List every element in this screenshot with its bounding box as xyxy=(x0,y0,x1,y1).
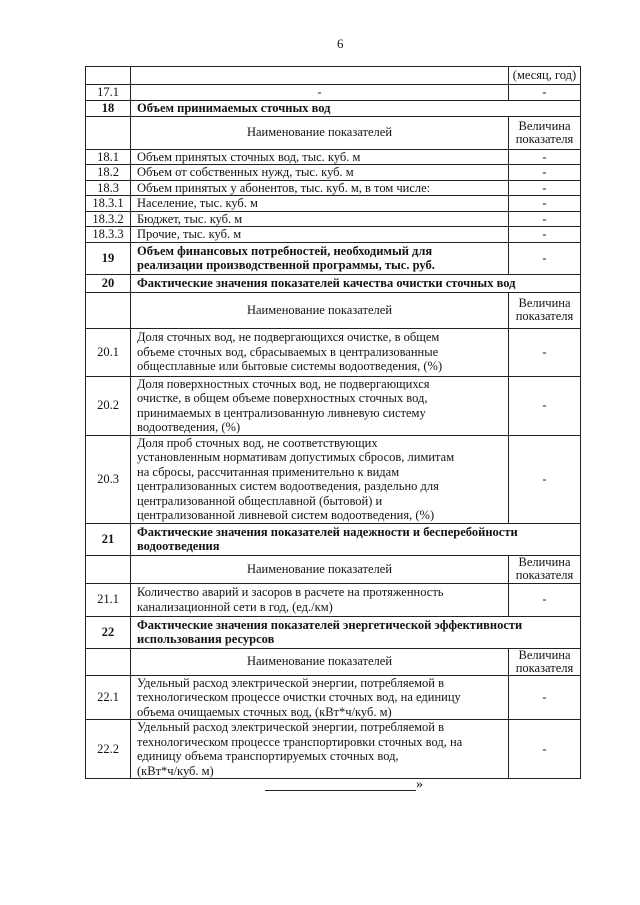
text-line: Количество аварий и засоров в расчете на протяженность xyxy=(137,585,444,599)
section-number: 22 xyxy=(86,616,131,648)
table-row xyxy=(86,211,581,227)
text-line: централизованных систем водоотведения, раздельно для xyxy=(137,479,439,493)
indicator-value: - xyxy=(509,227,581,243)
row-number: 17.1 xyxy=(86,85,131,101)
row-number: 18.3.1 xyxy=(86,196,131,212)
signature-underline xyxy=(265,790,416,791)
table-row xyxy=(86,165,581,181)
indicator-name: Население, тыс. куб. м xyxy=(131,196,509,212)
row-number xyxy=(86,292,131,328)
section-row xyxy=(86,274,581,292)
text-line: Объем финансовых потребностей, необходимый для xyxy=(137,243,433,258)
text-line: Доля проб сточных вод, не соответствующих xyxy=(137,435,378,450)
indicator-name: Бюджет, тыс. куб. м xyxy=(131,211,509,227)
indicator-name: - xyxy=(131,85,509,101)
text-line: (кВт*ч/куб. м) xyxy=(137,763,214,778)
table-row xyxy=(86,328,581,376)
table-row xyxy=(86,149,581,165)
indicator-name: Объем от собственных нужд, тыс. куб. м xyxy=(131,165,509,181)
indicator-value: - xyxy=(509,720,581,779)
text-line: водоотведения xyxy=(137,539,220,553)
indicator-value: - xyxy=(509,196,581,212)
table-row xyxy=(86,67,581,85)
column-header-name: Наименование показателей xyxy=(131,116,509,149)
indicator-value: - xyxy=(509,328,581,376)
text-line: установленным нормативам допустимых сбросов, лимитам xyxy=(137,450,455,464)
text-line: Удельный расход электрической энергии, потребляемой в xyxy=(137,675,445,690)
column-header-row xyxy=(86,292,581,328)
column-header-row xyxy=(86,116,581,149)
row-number: 20.1 xyxy=(86,328,131,376)
table-row xyxy=(86,675,581,720)
column-header-name: Наименование показателей xyxy=(131,555,509,583)
text-line: на сбросы, рассчитанная применительно к видам xyxy=(137,464,400,479)
text-line: объеме сточных вод, сбрасываемых в централизованные xyxy=(137,344,439,359)
table-row xyxy=(86,85,581,101)
indicator-name xyxy=(131,328,509,376)
column-header-name: Наименование показателей xyxy=(131,292,509,328)
section-title xyxy=(131,523,581,555)
indicator-value: - xyxy=(509,376,581,435)
row-number: 21.1 xyxy=(86,583,131,616)
indicators-table xyxy=(85,66,581,779)
section-title: Объем принимаемых сточных вод xyxy=(131,100,581,116)
text-line: Удельный расход электрической энергии, потребляемой в xyxy=(137,720,445,734)
indicator-name xyxy=(131,242,509,274)
section-number: 21 xyxy=(86,523,131,555)
text-line: канализационной сети в год, (ед./км) xyxy=(137,599,333,614)
text-line: единицу объема транспортируемых сточных вод, xyxy=(137,749,399,763)
text-line: реализации производственной программы, тыс. руб. xyxy=(137,258,435,272)
indicator-name xyxy=(131,67,509,85)
row-number: 20.3 xyxy=(86,435,131,523)
row-number xyxy=(86,648,131,675)
indicator-name: Объем принятых у абонентов, тыс. куб. м, в том числе: xyxy=(131,180,509,196)
table-row xyxy=(86,227,581,243)
column-header-value xyxy=(509,292,581,328)
row-number: 18.1 xyxy=(86,149,131,165)
closing-quote: » xyxy=(416,777,423,792)
row-number: 18.3.2 xyxy=(86,211,131,227)
column-header-row xyxy=(86,555,581,583)
column-header-value xyxy=(509,555,581,583)
row-number xyxy=(86,555,131,583)
text-line: использования ресурсов xyxy=(137,632,275,646)
indicator-value: - xyxy=(509,242,581,274)
indicator-name xyxy=(131,376,509,435)
text-line: объема очищаемых сточных вод, (кВт*ч/куб. м) xyxy=(137,704,392,719)
text-line: технологическом процессе очистки сточных вод, на единицу xyxy=(137,690,461,704)
header-line: показателя xyxy=(515,131,574,146)
section-row xyxy=(86,616,581,648)
row-number: 18.3.3 xyxy=(86,227,131,243)
text-line: Доля поверхностных сточных вод, не подвергающихся xyxy=(137,376,430,391)
indicator-name xyxy=(131,435,509,523)
row-number: 19 xyxy=(86,242,131,274)
indicator-value: - xyxy=(509,211,581,227)
text-line: очистке, в общем объеме поверхностных сточных вод, xyxy=(137,391,428,405)
indicator-value: - xyxy=(509,583,581,616)
page-number: 6 xyxy=(337,36,344,51)
indicator-value: - xyxy=(509,165,581,181)
indicator-value: - xyxy=(509,85,581,101)
column-header-row xyxy=(86,648,581,675)
header-line: показателя xyxy=(515,309,574,323)
period-label: (месяц, год) xyxy=(509,67,581,85)
indicator-name: Объем принятых сточных вод, тыс. куб. м xyxy=(131,149,509,165)
row-number: 22.2 xyxy=(86,720,131,779)
column-header-name: Наименование показателей xyxy=(131,648,509,675)
table-row xyxy=(86,196,581,212)
table-row xyxy=(86,583,581,616)
indicator-name xyxy=(131,675,509,720)
text-line: Фактические значения показателей энергетической эффективности xyxy=(137,617,523,632)
text-line: общесплавные или бытовые системы водоотведения, (%) xyxy=(137,359,443,374)
section-number: 18 xyxy=(86,100,131,116)
text-line: централизованной общесплавной (бытовой) и xyxy=(137,493,383,508)
row-number: 18.2 xyxy=(86,165,131,181)
header-line: Величина xyxy=(518,647,571,662)
text-line: Фактические значения показателей надежности и бесперебойности xyxy=(137,524,518,539)
text-line: водоотведения, (%) xyxy=(137,420,241,434)
section-row xyxy=(86,100,581,116)
header-line: Величина xyxy=(518,118,571,133)
row-number xyxy=(86,116,131,149)
row-number: 20.2 xyxy=(86,376,131,435)
section-number: 20 xyxy=(86,274,131,292)
indicator-value: - xyxy=(509,435,581,523)
column-header-value xyxy=(509,648,581,675)
indicator-value: - xyxy=(509,675,581,720)
text-line: Доля сточных вод, не подвергающихся очистке, в общем xyxy=(137,330,440,345)
header-line: Величина xyxy=(518,555,571,569)
header-line: Величина xyxy=(518,296,571,310)
text-line: технологическом процессе транспортировки сточных вод, на xyxy=(137,734,463,749)
text-line: централизованной ливневой систем водоотведения, (%) xyxy=(137,508,435,522)
header-line: показателя xyxy=(515,660,574,675)
table-row xyxy=(86,435,581,523)
indicator-name xyxy=(131,583,509,616)
table-row xyxy=(86,180,581,196)
section-row xyxy=(86,523,581,555)
indicator-value: - xyxy=(509,180,581,196)
section-title: Фактические значения показателей качества очистки сточных вод xyxy=(131,274,581,292)
row-number: 22.1 xyxy=(86,675,131,720)
table-row xyxy=(86,720,581,779)
table-row xyxy=(86,376,581,435)
indicator-name: Прочие, тыс. куб. м xyxy=(131,227,509,243)
section-title xyxy=(131,616,581,648)
indicator-name xyxy=(131,720,509,779)
table-row xyxy=(86,242,581,274)
indicator-value: - xyxy=(509,149,581,165)
column-header-value xyxy=(509,116,581,149)
text-line: принимаемых в централизованную ливневую систему xyxy=(137,405,426,420)
header-line: показателя xyxy=(515,568,574,582)
row-number xyxy=(86,67,131,85)
row-number: 18.3 xyxy=(86,180,131,196)
